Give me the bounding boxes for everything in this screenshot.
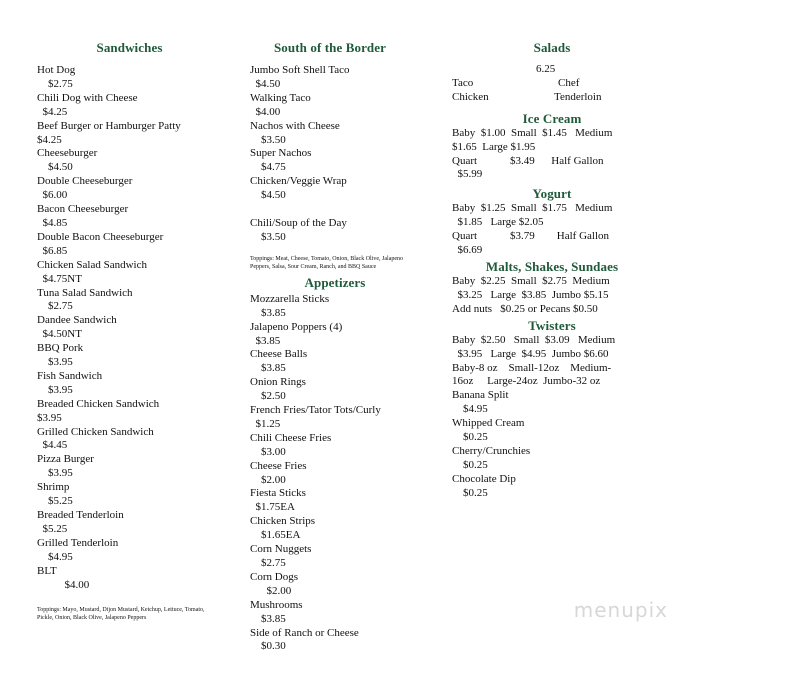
menu-line: $1.85 Large $2.05: [452, 216, 544, 229]
malts-heading: Malts, Shakes, Sundaes: [485, 258, 619, 274]
south-of-the-border-list: [250, 64, 420, 245]
yogurt-heading: Yogurt: [532, 186, 572, 202]
ice-cream-heading: Ice Cream: [522, 110, 582, 126]
menu-line: Cheeseburger: [37, 147, 98, 160]
south-of-the-border-section: [250, 40, 420, 654]
menu-line: Cheese Fries: [250, 459, 307, 472]
menu-line: $4.50: [250, 189, 286, 202]
menu-line: $4.95: [452, 403, 488, 416]
menu-line: $5.25: [37, 495, 73, 508]
menu-line: Grilled Tenderloin: [37, 536, 119, 549]
menu-line: $1.65EA: [250, 529, 301, 542]
menu-line: $4.75NT: [37, 272, 82, 285]
menu-line: $4.75: [250, 161, 286, 174]
menu-line: Breaded Tenderloin: [37, 509, 124, 521]
menu-line: Super Nachos: [250, 147, 312, 160]
menu-line: Chocolate Dip: [452, 472, 516, 485]
menu-line: $2.00: [250, 584, 292, 597]
menu-line: Nachos with Cheese: [250, 119, 340, 132]
menu-line: Jalapeno Poppers (4): [250, 320, 343, 333]
menupix-watermark: menupix: [573, 598, 668, 622]
menu-line: Fiesta Sticks: [250, 487, 306, 500]
salads-price: 6.25: [536, 63, 556, 75]
menu-line: [250, 203, 420, 217]
menu-line: Baby $1.00 Small $1.45 Medium: [452, 126, 613, 139]
salad-chef: Chef: [558, 76, 580, 89]
menu-line: $6.69: [452, 244, 483, 257]
menu-line: $3.95: [37, 383, 73, 396]
menu-line: $4.50NT: [37, 328, 82, 341]
menu-line: Mushrooms: [250, 598, 303, 611]
sandwiches-list: [37, 64, 222, 592]
menu-line: $3.95: [37, 467, 73, 480]
menu-line: Chili Cheese Fries: [250, 431, 332, 444]
salads-row-1: [452, 77, 652, 91]
menu-line: $4.00: [37, 578, 90, 591]
yogurt-list: [452, 202, 652, 258]
salad-tenderloin: Tenderloin: [554, 90, 602, 103]
menu-line: Baby $2.50 Small $3.09 Medium: [452, 333, 616, 346]
menu-line: $4.25: [37, 133, 62, 146]
menu-line: Bacon Cheeseburger: [37, 203, 129, 216]
south-of-the-border-heading: South of the Border: [273, 40, 387, 55]
menu-line: $3.85: [250, 334, 281, 347]
twisters-heading: Twisters: [528, 317, 576, 333]
menu-line: Tuna Salad Sandwich: [37, 286, 133, 299]
menu-line: Jumbo Soft Shell Taco: [250, 64, 350, 76]
menu-line: Walking Taco: [250, 91, 311, 104]
menu-line: Chicken/Veggie Wrap: [250, 175, 347, 188]
menu-line: Chicken Strips: [250, 515, 316, 528]
menu-line: $4.00: [250, 105, 281, 118]
menu-line: $2.00: [250, 473, 286, 486]
menu-line: $3.85: [250, 306, 286, 319]
menu-line: $5.25: [37, 522, 68, 535]
menu-line: Grilled Chicken Sandwich: [37, 425, 154, 438]
menu-line: Shrimp: [37, 481, 70, 494]
twisters-list: [452, 334, 652, 501]
menu-line: $1.65 Large $1.95: [452, 140, 536, 153]
appetizers-heading: Appetizers: [304, 274, 366, 290]
menu-line: $4.95: [37, 550, 73, 563]
menu-line: BBQ Pork: [37, 342, 84, 355]
menu-line: Add nuts $0.25 or Pecans $0.50: [452, 302, 598, 315]
menu-line: $2.75: [37, 77, 73, 90]
menu-line: 16oz Large-24oz Jumbo-32 oz: [452, 375, 601, 388]
menu-line: Beef Burger or Hamburger Patty: [37, 119, 181, 132]
menu-line: $3.85: [250, 362, 286, 375]
menu-line: $3.95: [37, 356, 73, 369]
menu-line: $1.25: [250, 417, 281, 430]
sandwiches-section: [37, 40, 222, 622]
menu-line: $2.75: [250, 557, 286, 569]
menu-line: $3.25 Large $3.85 Jumbo $5.15: [452, 288, 609, 301]
menu-line: $3.95 Large $4.95 Jumbo $6.60: [452, 347, 609, 360]
salads-row-2: [452, 91, 652, 105]
menu-line: $4.45: [37, 439, 68, 452]
menu-line: $3.85: [250, 612, 286, 625]
menu-line: Baby $2.25 Small $2.75 Medium: [452, 274, 610, 287]
menu-line: Double Cheeseburger: [37, 175, 133, 188]
menu-line: $0.30: [250, 640, 286, 653]
menu-line: Corn Nuggets: [250, 543, 312, 556]
menu-line: Breaded Chicken Sandwich: [37, 397, 160, 410]
menu-line: $3.00: [250, 445, 286, 458]
appetizers-list: [250, 293, 420, 655]
menu-line: Baby-8 oz Small-12oz Medium-: [452, 361, 612, 374]
ice-cream-list: [452, 127, 652, 183]
menu-line: Banana Split: [452, 389, 509, 402]
menu-line: Corn Dogs: [250, 570, 298, 583]
menu-line: $3.50: [250, 133, 286, 146]
malts-list: [452, 275, 652, 317]
menu-line: Cheese Balls: [250, 348, 308, 361]
sandwiches-heading: Sandwiches: [96, 40, 163, 55]
menu-line: Side of Ranch or Cheese: [250, 626, 359, 639]
menu-line: Chicken Salad Sandwich: [37, 258, 147, 271]
menu-line: BLT: [37, 564, 57, 577]
menu-line: Onion Rings: [250, 376, 306, 389]
salad-chicken: Chicken: [452, 90, 489, 103]
menu-line: Mozzarella Sticks: [250, 292, 330, 305]
salads-heading: Salads: [533, 40, 571, 55]
sandwiches-toppings-note: Toppings: Mayo, Mustard, Dijon Mustard, Ketchup, Lettuce, Tomato, Pickle, Onion, Black Olive, Jalapeno Peppers: [37, 607, 205, 622]
menu-line: Chili Dog with Cheese: [37, 91, 138, 104]
menu-line: $5.99: [452, 168, 483, 181]
menu-line: $4.25: [37, 105, 68, 118]
menu-line: $6.85: [37, 244, 68, 257]
menu-line: Quart $3.49 Half Gallon: [452, 154, 604, 167]
menu-line: Fish Sandwich: [37, 369, 103, 382]
menu-line: Hot Dog: [37, 64, 76, 76]
menu-line: Whipped Cream: [452, 417, 525, 430]
menu-line: $2.50: [250, 390, 286, 403]
menu-line: Cherry/Crunchies: [452, 444, 531, 457]
menu-line: $3.95: [37, 411, 62, 424]
menu-line: $6.00: [37, 189, 68, 202]
menu-line: Double Bacon Cheeseburger: [37, 230, 164, 243]
menu-line: $0.25: [452, 458, 488, 471]
menu-line: French Fries/Tator Tots/Curly: [250, 404, 381, 417]
menu-line: $3.50: [250, 230, 286, 243]
menu-line: $2.75: [37, 300, 73, 313]
salads-section: [452, 40, 652, 501]
menu-line: Quart $3.79 Half Gallon: [452, 230, 610, 243]
menu-line: $4.50: [250, 77, 281, 90]
menu-line: $4.50: [37, 161, 73, 174]
menu-line: Pizza Burger: [37, 453, 94, 466]
menu-line: $0.25: [452, 486, 488, 499]
south-of-the-border-toppings-note: Toppings: Meat, Cheese, Tomato, Onion, Black Olive, Jalapeno Peppers, Salsa, Sour Cream, Ranch, and BBQ Sauce: [250, 255, 404, 270]
menu-line: Baby $1.25 Small $1.75 Medium: [452, 202, 613, 215]
menu-line: $1.75EA: [250, 501, 295, 514]
menu-line: Dandee Sandwich: [37, 314, 117, 327]
menu-line: $4.85: [37, 216, 68, 229]
menu-line: Chili/Soup of the Day: [250, 216, 347, 229]
salad-taco: Taco: [452, 76, 474, 89]
menu-line: $0.25: [452, 431, 488, 444]
